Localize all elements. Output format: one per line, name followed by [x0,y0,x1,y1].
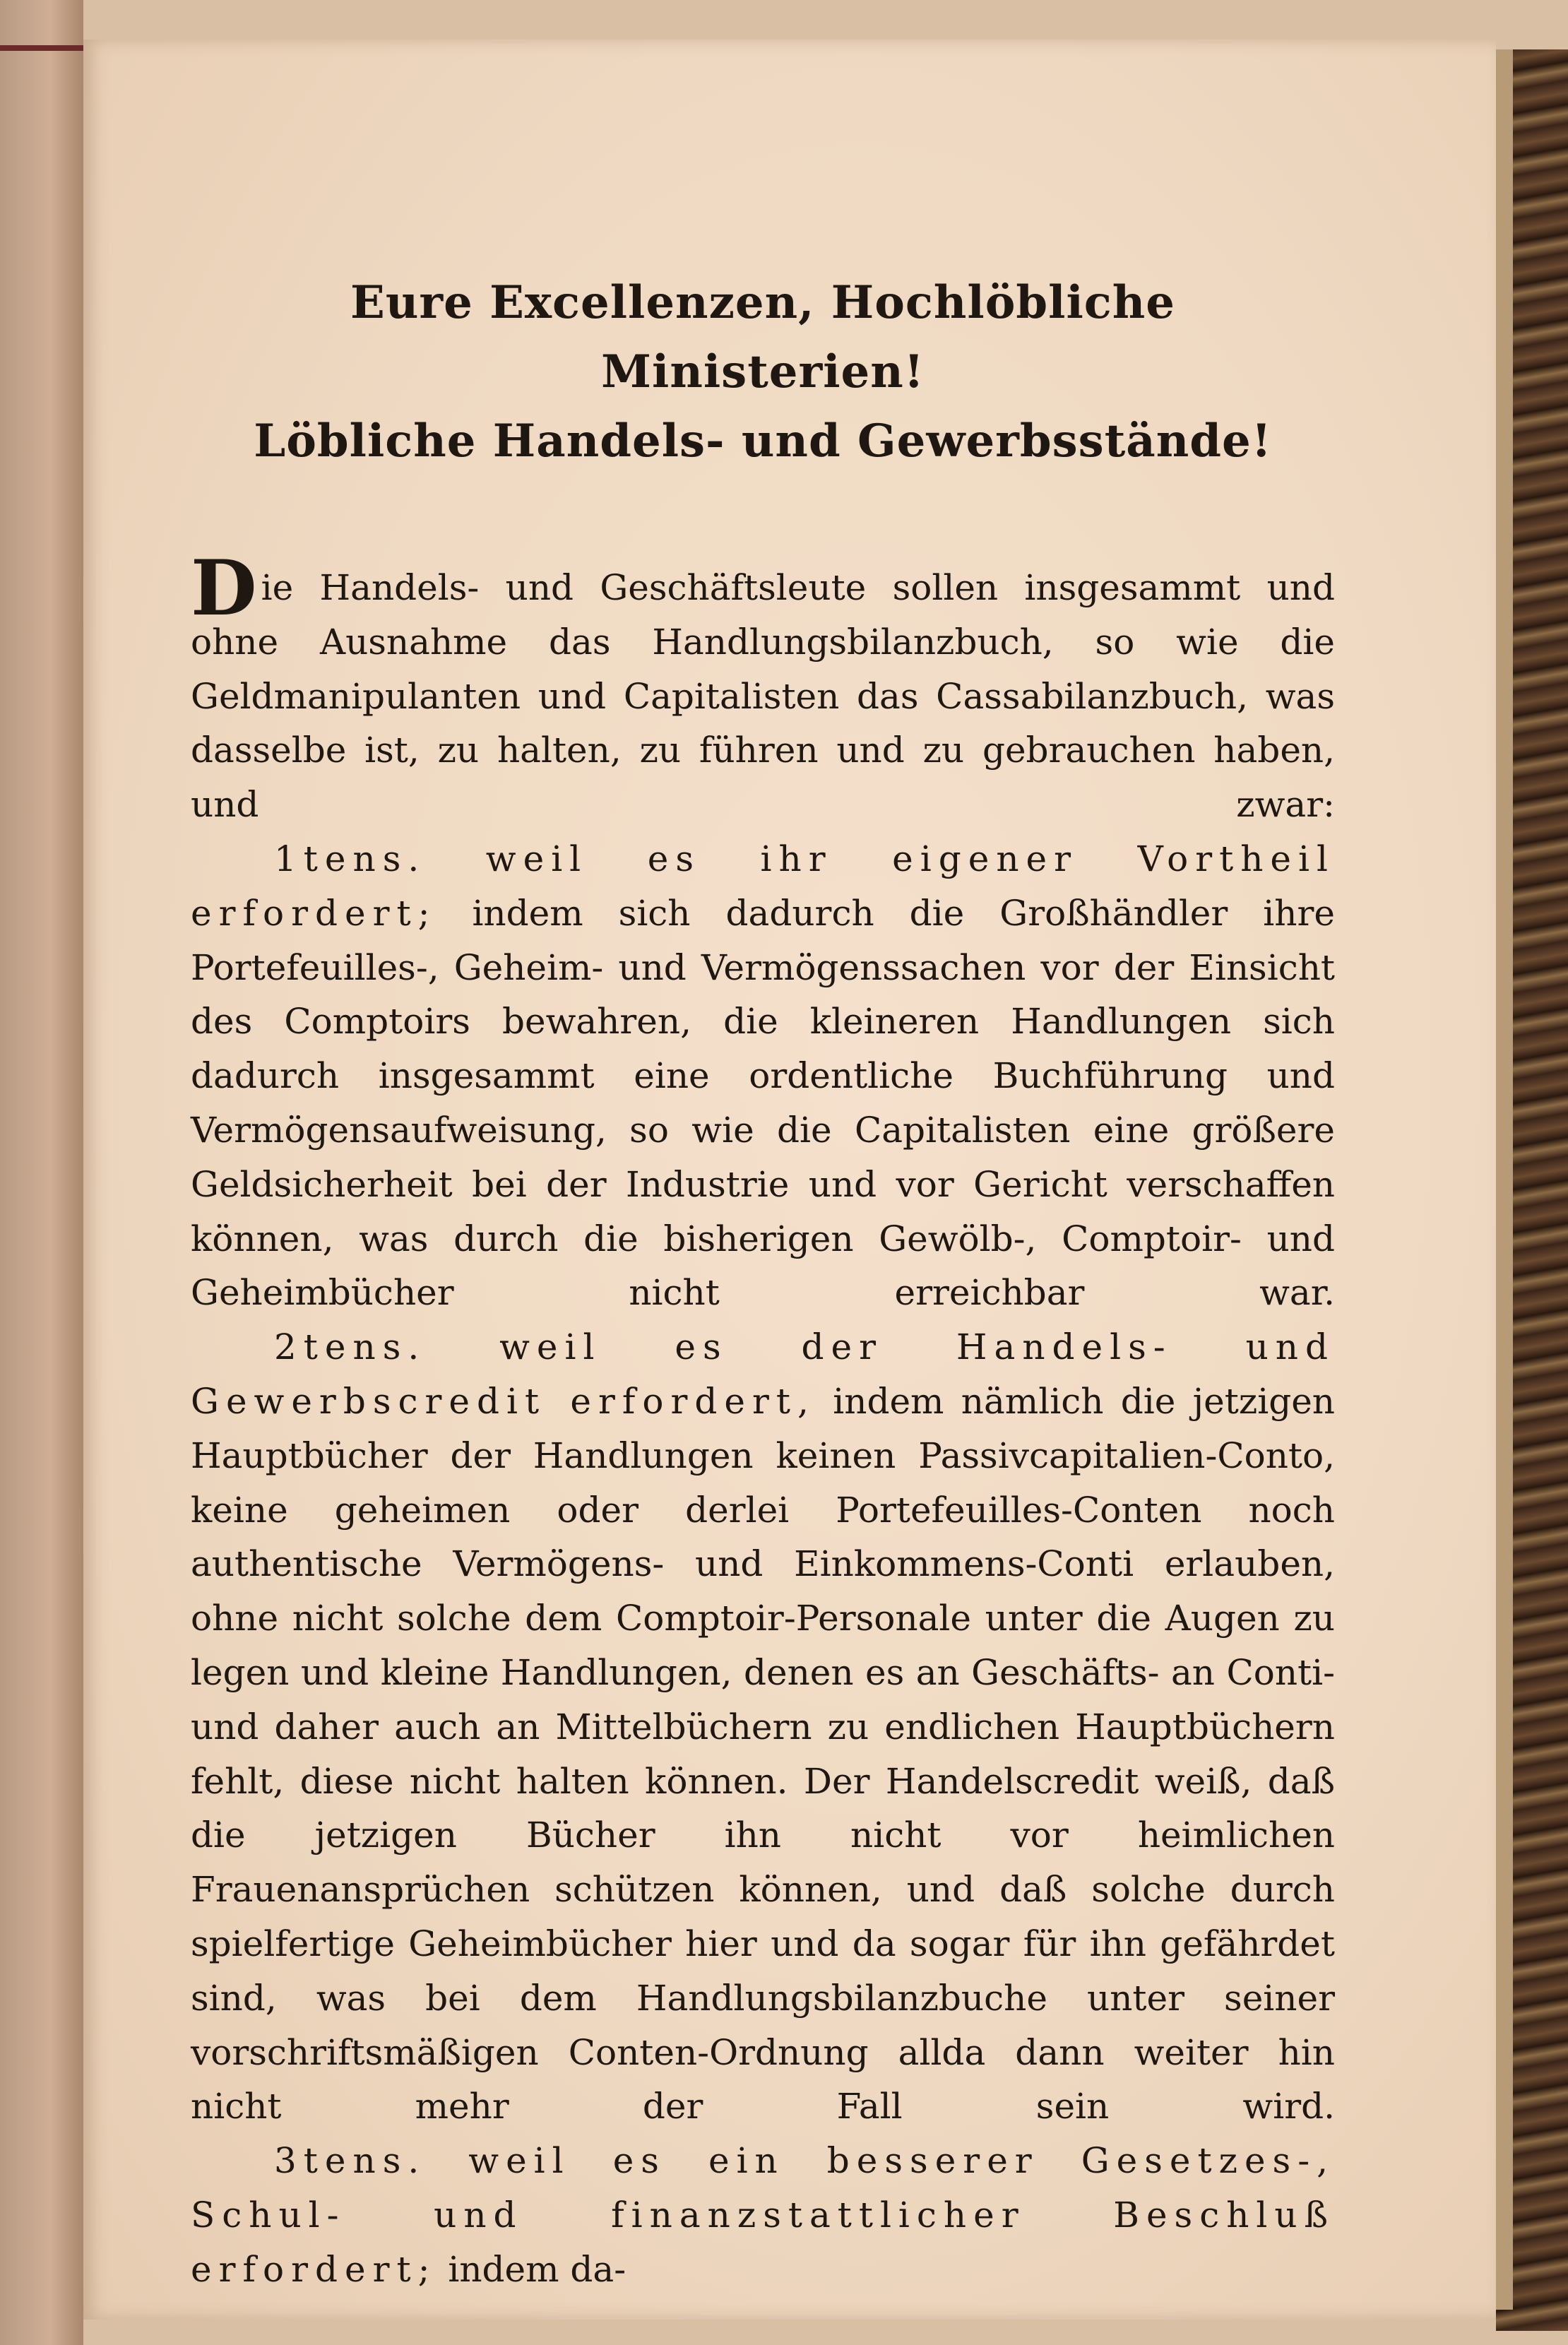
facing-page-rule [0,45,83,51]
point-1-text: indem sich dadurch die Großhändler ihre Portefeuilles-, Geheim- und Vermögenssachen vor der Einsicht des Comptoirs bewahren, die kleineren Handlungen sich dadurch insgesammt eine ordentliche Buchführung und Vermögensaufweisung, so wie die Capitalisten eine größere Geldsicherheit bei der Industrie und vor Gericht verschaffen können, was durch die bisherigen Gewölb-, Comptoir- und Geheimbücher nicht erreichbar war. [191,892,1335,1314]
point-1-lead: 1tens. weil es ihr eigener Vortheil erfordert; [191,838,1335,934]
point-2-lead: 2tens. weil es der Handels- und Gewerbscredit erfordert, [191,1326,1335,1422]
heading-line-2: Löbliche Handels- und Gewerbsstände! [254,415,1272,468]
intro-paragraph [191,544,1335,832]
heading-spacer [191,476,1335,561]
page-block-edge [1496,49,1513,2310]
point-2-text: indem nämlich die jetzigen Hauptbücher der Handlungen keinen Passivcapitalien-Conto, keine geheimen oder derlei Portefeuilles-Conten noch authentische Vermögens- und Einkommens-Conti erlauben, ohne nicht solche dem Comptoir-Personale unter die Augen zu legen und kleine Handlungen, denen es an Geschäfts- an Conti- und daher auch an Mittelbüchern zu endlichen Hauptbüchern fehlt, diese nicht halten können. Der Handelscredit weiß, daß die jetzigen Bücher ihn nicht vor heimlichen Frauenansprüchen schützen können, und daß solche durch spielfertige Geheimbücher hier und da sogar für ihn gefährdet sind, was bei dem Handlungsbilanzbuche unter seiner vorschriftsmäßigen Conten-Ordnung allda dann weiter hin nicht mehr der Fall sein wird. [191,1380,1336,2127]
point-3-text: indem da- [436,2248,626,2290]
page-text [191,268,1335,2297]
point-1-paragraph [191,832,1335,1320]
intro-text: ie Handels- und Geschäftsleute sollen insgesammt und ohne Ausnahme das Handlungsbilanzbuch, so wie die Geldmanipulanten und Capitalisten das Cassabilanzbuch, was dasselbe ist, zu halten, zu führen und zu gebrauchen haben, und zwar: [191,567,1335,826]
point-2-paragraph [191,1320,1335,2134]
point-3-paragraph [191,2134,1335,2296]
drop-cap: D [191,544,257,633]
facing-page-edge [0,0,83,2345]
heading-line-1: Eure Excellenzen, Hochlöbliche Ministerien! [350,276,1175,398]
point-3-lead: 3tens. weil es ein besserer Gesetzes-, Schul- und finanzstattlicher Beschluß erfordert; [191,2140,1335,2290]
